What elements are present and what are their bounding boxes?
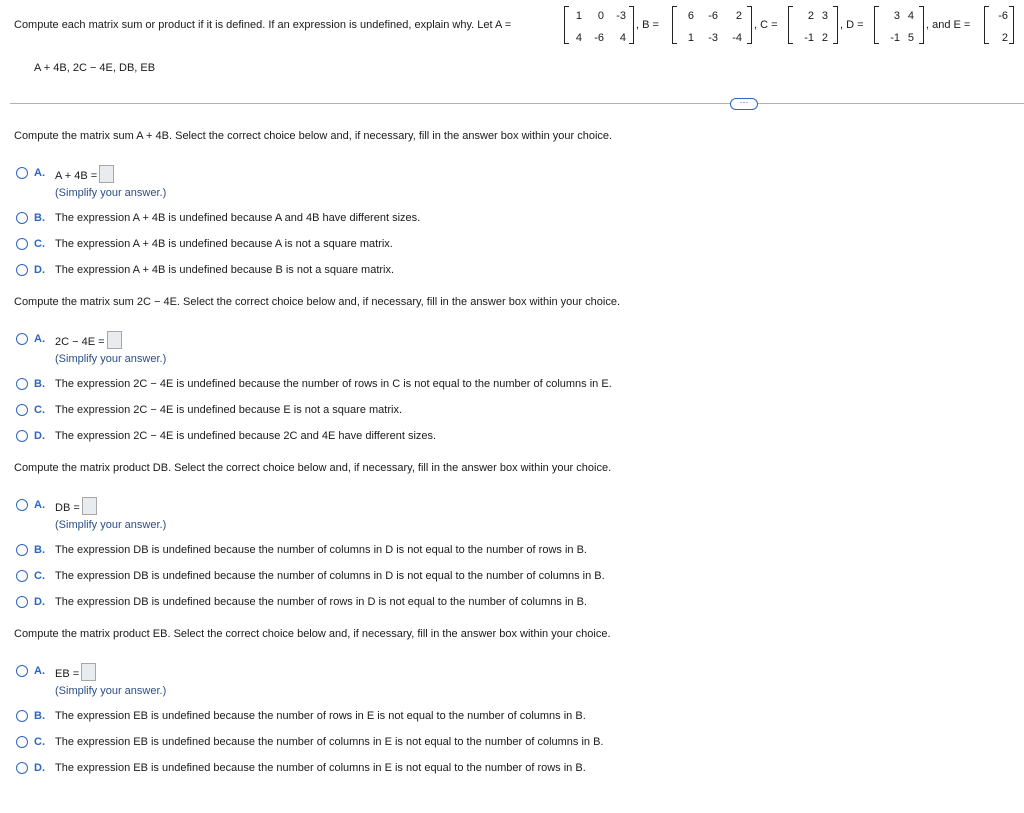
matrix-cell: -6: [998, 10, 1008, 22]
matrix-d: [874, 6, 924, 44]
answer-label: EB =: [55, 667, 80, 680]
question-prompt: Compute the matrix sum A + 4B. Select the correct choice below and, if necessary, fill in the answer box within your choice.: [14, 130, 613, 142]
question-prompt: Compute the matrix product DB. Select the correct choice below and, if necessary, fill in the answer box within your choice.: [14, 462, 612, 474]
option-letter: D.: [34, 596, 45, 608]
radio-button[interactable]: [16, 665, 28, 677]
matrix-cell: 2: [1001, 32, 1008, 44]
divider: [10, 103, 1024, 104]
radio-button[interactable]: [16, 167, 28, 179]
radio-button[interactable]: [16, 736, 28, 748]
option-d[interactable]: [0, 264, 760, 280]
option-letter: C.: [34, 736, 45, 748]
radio-button[interactable]: [16, 238, 28, 250]
option-text: The expression 2C − 4E is undefined because the number of rows in C is not equal to the number of columns in E.: [55, 378, 612, 390]
option-c[interactable]: [0, 570, 760, 586]
matrix-cell: 4: [907, 10, 914, 22]
answer-box[interactable]: [81, 663, 96, 681]
matrix-c: [788, 6, 838, 44]
option-letter: B.: [34, 378, 45, 390]
question-prompt: Compute the matrix sum 2C − 4E. Select the correct choice below and, if necessary, fill in the answer box within your choice.: [14, 296, 620, 308]
option-text: [55, 665, 96, 683]
simplify-hint: (Simplify your answer.): [55, 685, 167, 697]
simplify-hint: (Simplify your answer.): [55, 187, 167, 199]
answer-label: A + 4B =: [55, 169, 98, 182]
matrix-cell: 2: [735, 10, 742, 22]
matrix-cell: -1: [804, 32, 814, 44]
matrix-a: [564, 6, 634, 44]
matrix-e-label: , and E =: [926, 19, 971, 31]
matrix-cell: 1: [575, 10, 582, 22]
matrix-cell: 4: [575, 32, 582, 44]
option-letter: D.: [34, 430, 45, 442]
matrix-cell: -3: [616, 10, 626, 22]
matrix-e: [984, 6, 1014, 44]
matrix-cell: -4: [732, 32, 742, 44]
simplify-hint: (Simplify your answer.): [55, 353, 167, 365]
option-letter: C.: [34, 570, 45, 582]
option-letter: A.: [34, 167, 45, 179]
radio-button[interactable]: [16, 596, 28, 608]
radio-button[interactable]: [16, 710, 28, 722]
answer-box[interactable]: [99, 165, 114, 183]
matrix-cell: 3: [893, 10, 900, 22]
option-d[interactable]: [0, 596, 760, 612]
matrix-c-label: , C =: [754, 19, 778, 31]
option-a[interactable]: [0, 499, 760, 531]
option-b[interactable]: [0, 544, 760, 560]
option-a[interactable]: [0, 665, 760, 697]
radio-button[interactable]: [16, 212, 28, 224]
option-letter: A.: [34, 499, 45, 511]
option-d[interactable]: [0, 430, 760, 446]
option-letter: B.: [34, 710, 45, 722]
matrix-b: [672, 6, 752, 44]
answer-box[interactable]: [82, 497, 97, 515]
simplify-hint: (Simplify your answer.): [55, 519, 167, 531]
radio-button[interactable]: [16, 430, 28, 442]
option-text: The expression A + 4B is undefined because B is not a square matrix.: [55, 264, 395, 276]
matrix-cell: -1: [890, 32, 900, 44]
option-text: The expression A + 4B is undefined because A is not a square matrix.: [55, 238, 393, 250]
answer-label: DB =: [55, 501, 80, 514]
question-prompt: Compute the matrix product EB. Select the correct choice below and, if necessary, fill in the answer box within your choice.: [14, 628, 611, 640]
option-b[interactable]: [0, 710, 760, 726]
option-letter: A.: [34, 333, 45, 345]
option-c[interactable]: [0, 404, 760, 420]
radio-button[interactable]: [16, 570, 28, 582]
answer-box[interactable]: [107, 331, 122, 349]
option-letter: C.: [34, 238, 45, 250]
matrix-cell: 3: [821, 10, 828, 22]
problem-intro: Compute each matrix sum or product if it is defined. If an expression is undefined, explain why. Let A =: [14, 19, 512, 31]
option-a[interactable]: [0, 333, 760, 365]
matrix-cell: 2: [821, 32, 828, 44]
option-letter: D.: [34, 264, 45, 276]
option-c[interactable]: [0, 736, 760, 752]
matrix-cell: 4: [619, 32, 626, 44]
option-text: The expression DB is undefined because the number of columns in D is not equal to the number of rows in B.: [55, 544, 587, 556]
radio-button[interactable]: [16, 499, 28, 511]
option-text: The expression A + 4B is undefined because A and 4B have different sizes.: [55, 212, 421, 224]
option-letter: D.: [34, 762, 45, 774]
expand-more-button[interactable]: ⋯: [730, 98, 758, 110]
matrix-cell: -6: [708, 10, 718, 22]
option-text: The expression 2C − 4E is undefined because E is not a square matrix.: [55, 404, 402, 416]
option-text: The expression EB is undefined because the number of rows in E is not equal to the number of columns in B.: [55, 710, 586, 722]
option-letter: A.: [34, 665, 45, 677]
option-letter: C.: [34, 404, 45, 416]
matrix-cell: 5: [907, 32, 914, 44]
problem-header: [14, 4, 1018, 46]
matrix-cell: 6: [687, 10, 694, 22]
radio-button[interactable]: [16, 762, 28, 774]
radio-button[interactable]: [16, 404, 28, 416]
matrix-cell: 0: [597, 10, 604, 22]
option-text: [55, 499, 97, 517]
option-b[interactable]: [0, 212, 760, 228]
option-text: [55, 167, 114, 185]
expressions-list: A + 4B, 2C − 4E, DB, EB: [34, 62, 156, 74]
matrix-cell: 2: [807, 10, 814, 22]
option-text: The expression DB is undefined because the number of rows in D is not equal to the number of columns in B.: [55, 596, 587, 608]
option-letter: B.: [34, 212, 45, 224]
option-b[interactable]: [0, 378, 760, 394]
option-c[interactable]: [0, 238, 760, 254]
option-d[interactable]: [0, 762, 760, 778]
matrix-d-label: , D =: [840, 19, 864, 31]
matrix-cell: -3: [708, 32, 718, 44]
answer-label: 2C − 4E =: [55, 335, 105, 348]
radio-button[interactable]: [16, 544, 28, 556]
radio-button[interactable]: [16, 333, 28, 345]
option-text: The expression 2C − 4E is undefined because 2C and 4E have different sizes.: [55, 430, 437, 442]
option-text: The expression DB is undefined because the number of columns in D is not equal to the number of columns in B.: [55, 570, 605, 582]
matrix-cell: -6: [594, 32, 604, 44]
matrix-cell: 1: [687, 32, 694, 44]
matrix-b-label: , B =: [636, 19, 659, 31]
radio-button[interactable]: [16, 264, 28, 276]
radio-button[interactable]: [16, 378, 28, 390]
option-text: The expression EB is undefined because the number of columns in E is not equal to the number of columns in B.: [55, 736, 604, 748]
option-text: The expression EB is undefined because the number of columns in E is not equal to the number of rows in B.: [55, 762, 586, 774]
option-letter: B.: [34, 544, 45, 556]
option-text: [55, 333, 122, 351]
option-a[interactable]: [0, 167, 760, 199]
